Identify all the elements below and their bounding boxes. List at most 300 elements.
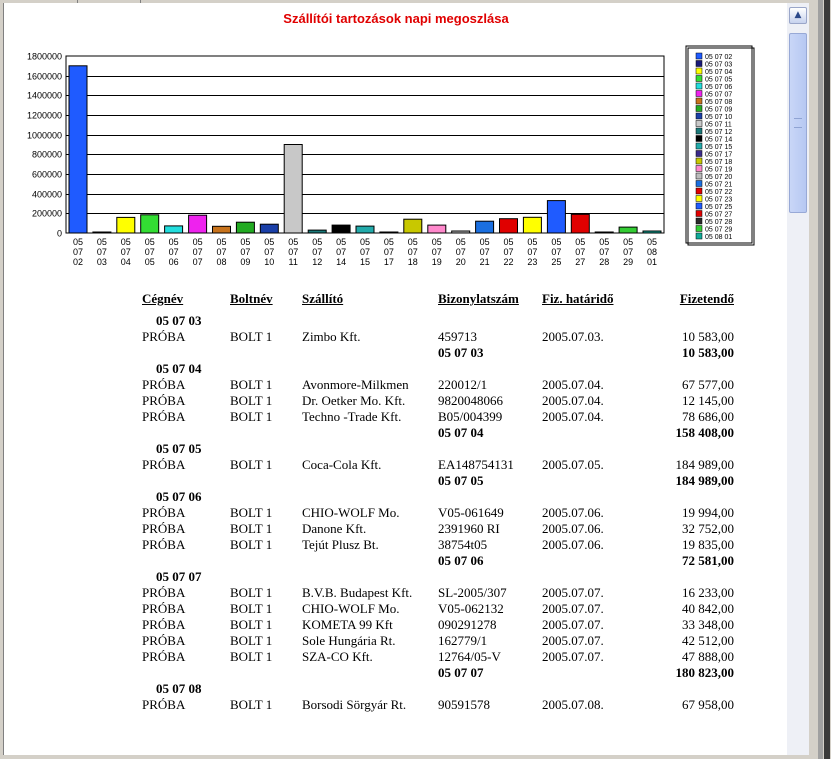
x-tick-label-part: 05 [479,237,490,247]
y-tick-label: 1800000 [26,51,62,62]
x-tick-label-part: 07 [264,247,275,257]
table-cell: BOLT 1 [230,537,273,552]
legend-swatch [696,91,702,97]
table-cell: BOLT 1 [230,505,273,520]
bar [476,221,494,233]
vertical-scrollbar[interactable] [787,3,809,755]
table-cell: PRÓBA [142,697,186,712]
x-tick-label-part: 05 [264,237,275,247]
x-tick-label-part: 07 [431,247,442,257]
chevron-up-icon[interactable]: ▲ [789,7,807,24]
table-cell: 40 842,00 [682,601,734,616]
legend-swatch [696,196,702,202]
x-tick-label-part: 19 [431,257,442,267]
table-cell: 33 348,00 [682,617,734,632]
table-cell: 2005.07.07. [542,633,604,648]
blank-cell [142,553,438,569]
table-cell: 2005.07.08. [542,697,604,712]
column-header: Bizonylatszám [438,291,519,306]
x-tick-label-part: 11 [288,257,298,267]
table-cell: B.V.B. Budapest Kft. [302,585,413,600]
table-row [142,457,734,473]
table-row [142,329,734,345]
legend-swatch [696,166,702,172]
x-tick-label-part: 07 [503,247,514,257]
table-cell: 2005.07.05. [542,457,604,472]
legend-label: 05 08 01 [705,234,733,241]
table-row [142,697,734,713]
x-tick-label-part: 07 [527,247,538,257]
column-header: Cégnév [142,291,184,306]
legend-label: 05 07 28 [705,219,733,226]
x-tick-label-part: 07 [551,247,562,257]
table-cell: 2005.07.04. [542,377,604,392]
bar [523,217,541,233]
x-tick-label [121,237,131,267]
legend-swatch [696,98,702,104]
group-date: 05 07 04 [156,361,202,376]
table-cell: 2005.07.03. [542,329,604,344]
x-tick-label-part: 05 [431,237,442,247]
x-tick-label-part: 23 [527,257,538,267]
chart-title: Szállítói tartozások napi megoszlása [283,11,509,26]
table-cell: BOLT 1 [230,601,273,616]
table-cell: KOMETA 99 Kft [302,617,393,632]
legend-swatch [696,151,702,157]
table-cell: Techno -Trade Kft. [302,409,402,424]
group-total-label: 05 07 03 [438,345,484,360]
legend-label: 05 07 15 [705,144,733,151]
group-date: 05 07 07 [156,569,202,584]
table-cell: 090291278 [438,617,497,632]
table-cell: 2391960 RI [438,521,500,536]
x-tick-label-part: 05 [503,237,514,247]
table-cell: 67 958,00 [682,697,734,712]
x-tick-label [288,237,298,267]
table-cell: 459713 [438,329,477,344]
legend-label: 05 07 07 [705,91,733,99]
table-cell: 10 583,00 [682,329,734,344]
legend-label: 05 07 08 [705,99,733,106]
table-cell: 2005.07.07. [542,617,604,632]
legend-label: 05 07 17 [705,151,733,159]
table-cell: V05-062132 [438,601,504,616]
legend-swatch [696,68,702,74]
bar [643,231,661,233]
table-cell: PRÓBA [142,393,186,408]
legend-label: 05 07 18 [705,159,733,166]
blank-cell [142,665,438,681]
table-row [142,601,734,617]
legend-label: 05 07 12 [705,129,733,136]
table-cell: Borsodi Sörgyár Rt. [302,697,407,712]
legend-swatch [696,188,702,194]
x-tick-label-part: 07 [120,247,131,257]
bar [500,219,518,233]
edge-shadow [824,0,830,759]
x-tick-label [647,237,657,267]
table-cell: PRÓBA [142,505,186,520]
bar [404,219,422,233]
legend-label: 05 07 23 [705,196,733,204]
table-cell: 16 233,00 [682,585,734,600]
x-tick-label [408,237,418,267]
table-cell: 2005.07.07. [542,601,604,616]
group-total-row [142,345,734,361]
table-cell: Danone Kft. [302,521,367,536]
table-row [142,585,734,601]
table-cell: BOLT 1 [230,409,273,424]
x-tick-label-part: 07 [192,247,203,257]
x-tick-label [73,237,83,267]
group-total-label: 05 07 04 [438,425,484,440]
table-cell: 12764/05-V [438,649,501,664]
x-tick-label-part: 05 [336,237,347,247]
legend-label: 05 07 03 [705,61,733,69]
column-header: Szállító [302,291,344,306]
table-cell: PRÓBA [142,617,186,632]
bar [619,227,637,233]
table-cell: V05-061649 [438,505,504,520]
table-cell: Dr. Oetker Mo. Kft. [302,393,406,408]
x-tick-label-part: 05 [575,237,586,247]
blank-cell [142,425,438,441]
y-tick-label: 800000 [31,149,62,160]
bar [93,232,111,233]
legend-swatch [696,121,702,127]
table-cell: 42 512,00 [682,633,734,648]
x-tick-label-part: 07 [455,247,466,257]
y-tick-label: 1000000 [26,130,62,141]
legend-label: 05 07 05 [705,76,733,84]
x-tick-label-part: 05 [359,237,371,247]
x-tick-label-part: 07 [240,247,251,257]
table-cell: 2005.07.06. [542,505,604,520]
x-tick-label-part: 07 [599,247,610,257]
x-tick-label-part: 05 [144,237,155,247]
table-cell: SL-2005/307 [438,585,507,600]
bar [189,215,207,233]
x-tick-label-part: 20 [455,257,466,267]
legend-swatch [696,113,702,119]
table-cell: BOLT 1 [230,697,273,712]
table-cell: PRÓBA [142,633,186,648]
x-tick-label-part: 07 [479,247,490,257]
y-tick-label: 0 [56,228,62,239]
scrollbar-thumb[interactable] [789,33,807,213]
x-tick-label-part: 02 [72,257,84,267]
legend-swatch [696,181,702,187]
legend-label: 05 07 06 [705,84,733,91]
group-total-value: 180 823,00 [675,665,734,680]
x-tick-label-part: 05 [240,237,251,247]
x-tick-label-part: 15 [359,257,371,267]
header-row [142,291,734,313]
x-tick-label-part: 07 [192,257,203,267]
table-cell: 67 577,00 [682,377,734,392]
bar [165,226,183,233]
table-cell: 2005.07.06. [542,537,604,552]
table-cell: 38754t05 [438,537,488,552]
table-cell: CHIO-WOLF Mo. [302,505,400,520]
x-tick-label-part: 29 [623,257,634,267]
group-total-value: 72 581,00 [682,553,734,568]
x-tick-label [503,237,513,267]
x-tick-label-part: 05 [623,237,634,247]
legend-label: 05 07 29 [705,226,733,234]
bar [284,145,302,234]
group-date: 05 07 05 [156,441,202,456]
x-tick-label [623,237,633,267]
table-cell: 2005.07.04. [542,409,604,424]
table-cell: PRÓBA [142,329,186,344]
x-tick-label-part: 05 [288,237,299,247]
group-date: 05 07 03 [156,313,202,328]
report-table [142,291,734,713]
legend-swatch [696,218,702,224]
table-cell: 184 989,00 [675,457,734,472]
table-row [142,617,734,633]
x-tick-label [360,237,370,267]
legend-swatch [696,226,702,232]
group-header-row [142,489,734,505]
x-tick-label-part: 17 [383,257,394,267]
x-tick-label-part: 05 [646,237,658,247]
x-tick-label-part: 05 [383,237,394,247]
table-cell: BOLT 1 [230,633,273,648]
x-tick-label [193,237,203,267]
x-tick-label-part: 04 [120,257,131,267]
x-tick-label-part: 05 [120,237,131,247]
table-row [142,537,734,553]
table-cell: PRÓBA [142,649,186,664]
x-tick-label-part: 05 [192,237,203,247]
table-row [142,393,734,409]
x-tick-label [527,237,537,267]
bar-chart [4,3,788,288]
legend-swatch [696,233,702,239]
x-tick-label-part: 05 [455,237,466,247]
x-tick-label-part: 05 [144,257,155,267]
table-row [142,521,734,537]
x-tick-label-part: 07 [312,247,323,257]
table-cell: BOLT 1 [230,521,273,536]
x-tick-label-part: 25 [551,257,562,267]
bar [452,231,470,233]
group-total-label: 05 07 06 [438,553,484,568]
group-total-value: 158 408,00 [675,425,734,440]
legend-swatch [696,211,702,217]
legend-swatch [696,83,702,89]
bar [595,232,613,233]
table-row [142,649,734,665]
y-tick-label: 200000 [31,208,62,219]
y-tick-label: 600000 [31,169,62,180]
group-total-row [142,553,734,569]
table-cell: 19 835,00 [682,537,734,552]
x-tick-label [216,237,226,267]
bar [117,217,135,233]
table-cell: PRÓBA [142,377,186,392]
bar [571,214,589,233]
legend-label: 05 07 04 [705,69,733,76]
x-tick-label-part: 12 [312,257,323,267]
table-cell: 2005.07.06. [542,521,604,536]
x-tick-label-part: 07 [407,247,418,257]
legend-swatch [696,203,702,209]
x-tick-label-part: 07 [575,247,586,257]
x-tick-label-part: 01 [646,257,658,267]
x-tick-label [432,237,442,267]
x-tick-label-part: 05 [96,237,107,247]
table-cell: PRÓBA [142,585,186,600]
table-cell: PRÓBA [142,409,186,424]
table-row [142,377,734,393]
table-cell: Tejút Plusz Bt. [302,537,379,552]
table-cell: 78 686,00 [682,409,734,424]
x-tick-label-part: 07 [359,247,371,257]
table-cell: BOLT 1 [230,377,273,392]
legend-label: 05 07 20 [705,174,733,181]
table-cell: 2005.07.07. [542,649,604,664]
y-tick-label: 400000 [31,189,62,200]
bar [69,66,87,233]
x-tick-label-part: 22 [503,257,514,267]
table-cell: BOLT 1 [230,393,273,408]
x-tick-label-part: 05 [527,237,538,247]
edge-shade [818,0,823,759]
legend-swatch [696,53,702,59]
table-cell: PRÓBA [142,537,186,552]
x-tick-label-part: 05 [168,237,179,247]
x-tick-label [240,237,250,267]
legend-label: 05 07 10 [705,114,733,121]
group-header-row [142,441,734,457]
group-total-row [142,665,734,681]
legend-label: 05 07 25 [705,204,733,211]
x-tick-label-part: 07 [72,247,84,257]
x-tick-label [551,237,561,267]
table-cell: Coca-Cola Kft. [302,457,382,472]
x-tick-label-part: 28 [599,257,610,267]
bar [308,230,326,233]
table-cell: BOLT 1 [230,585,273,600]
x-tick-label [169,237,179,267]
table-cell: 220012/1 [438,377,488,392]
report-viewport [3,3,788,755]
x-tick-label-part: 10 [264,257,275,267]
x-tick-label-part: 08 [216,257,227,267]
table-cell: BOLT 1 [230,457,273,472]
bar [141,215,159,233]
table-cell: Avonmore-Milkmen [302,377,409,392]
legend-swatch [696,173,702,179]
table-cell: 47 888,00 [682,649,734,664]
table-cell: PRÓBA [142,457,186,472]
table-cell: BOLT 1 [230,649,273,664]
table-cell: 9820048066 [438,393,503,408]
x-tick-label [480,237,490,267]
bar [332,225,350,233]
blank-cell [142,345,438,361]
x-tick-label-part: 06 [168,257,179,267]
table-cell: PRÓBA [142,601,186,616]
table-row [142,409,734,425]
group-total-row [142,425,734,441]
legend-label: 05 07 02 [705,54,733,61]
x-tick-label-part: 07 [216,247,227,257]
x-tick-label-part: 27 [575,257,586,267]
bar [547,201,565,233]
x-tick-label-part: 05 [216,237,227,247]
column-header: Boltnév [230,291,273,306]
x-tick-label-part: 18 [407,257,418,267]
legend-label: 05 07 19 [705,166,733,174]
group-header-row [142,569,734,585]
x-tick-label-part: 03 [96,257,107,267]
x-tick-label-part: 09 [240,257,251,267]
table-cell: 12 145,00 [682,393,734,408]
x-tick-label [97,237,107,267]
bar [260,224,278,233]
x-tick-label [145,237,155,267]
group-header-row [142,361,734,377]
table-cell: 90591578 [438,697,490,712]
table-cell: 19 994,00 [682,505,734,520]
table-cell: 2005.07.04. [542,393,604,408]
legend-swatch [696,76,702,82]
plot-area [66,56,664,233]
blank-cell [142,473,438,489]
x-tick-label [599,237,609,267]
x-tick-label-part: 07 [96,247,107,257]
legend-swatch [696,128,702,134]
group-date: 05 07 06 [156,489,202,504]
x-tick-label-part: 07 [383,247,394,257]
legend-label: 05 07 27 [705,211,733,219]
bar [213,226,231,233]
legend-label: 05 07 21 [705,181,733,189]
table-cell: Zimbo Kft. [302,329,361,344]
x-tick-label-part: 07 [336,247,347,257]
grip-icon [794,118,802,128]
x-tick-label-part: 14 [336,257,347,267]
x-tick-label-part: 07 [144,247,155,257]
window-edge [809,0,831,759]
legend-label: 05 07 09 [705,106,733,114]
x-tick-label-part: 05 [312,237,323,247]
table-cell: BOLT 1 [230,617,273,632]
legend-label: 05 07 11 [705,121,732,129]
x-tick-label-part: 21 [479,257,490,267]
group-total-label: 05 07 05 [438,473,484,488]
x-tick-label-part: 05 [72,237,84,247]
x-tick-label [575,237,585,267]
group-date: 05 07 08 [156,681,202,696]
x-tick-label [384,237,394,267]
x-tick-label-part: 07 [288,247,299,257]
legend-swatch [696,61,702,67]
table-cell: EA148754131 [438,457,514,472]
group-total-label: 05 07 07 [438,665,484,680]
legend-swatch [696,106,702,112]
legend-swatch [696,158,702,164]
legend-label: 05 07 22 [705,189,733,196]
x-tick-label-part: 07 [623,247,634,257]
x-tick-label [312,237,322,267]
legend-swatch [696,143,702,149]
bar [236,222,254,233]
